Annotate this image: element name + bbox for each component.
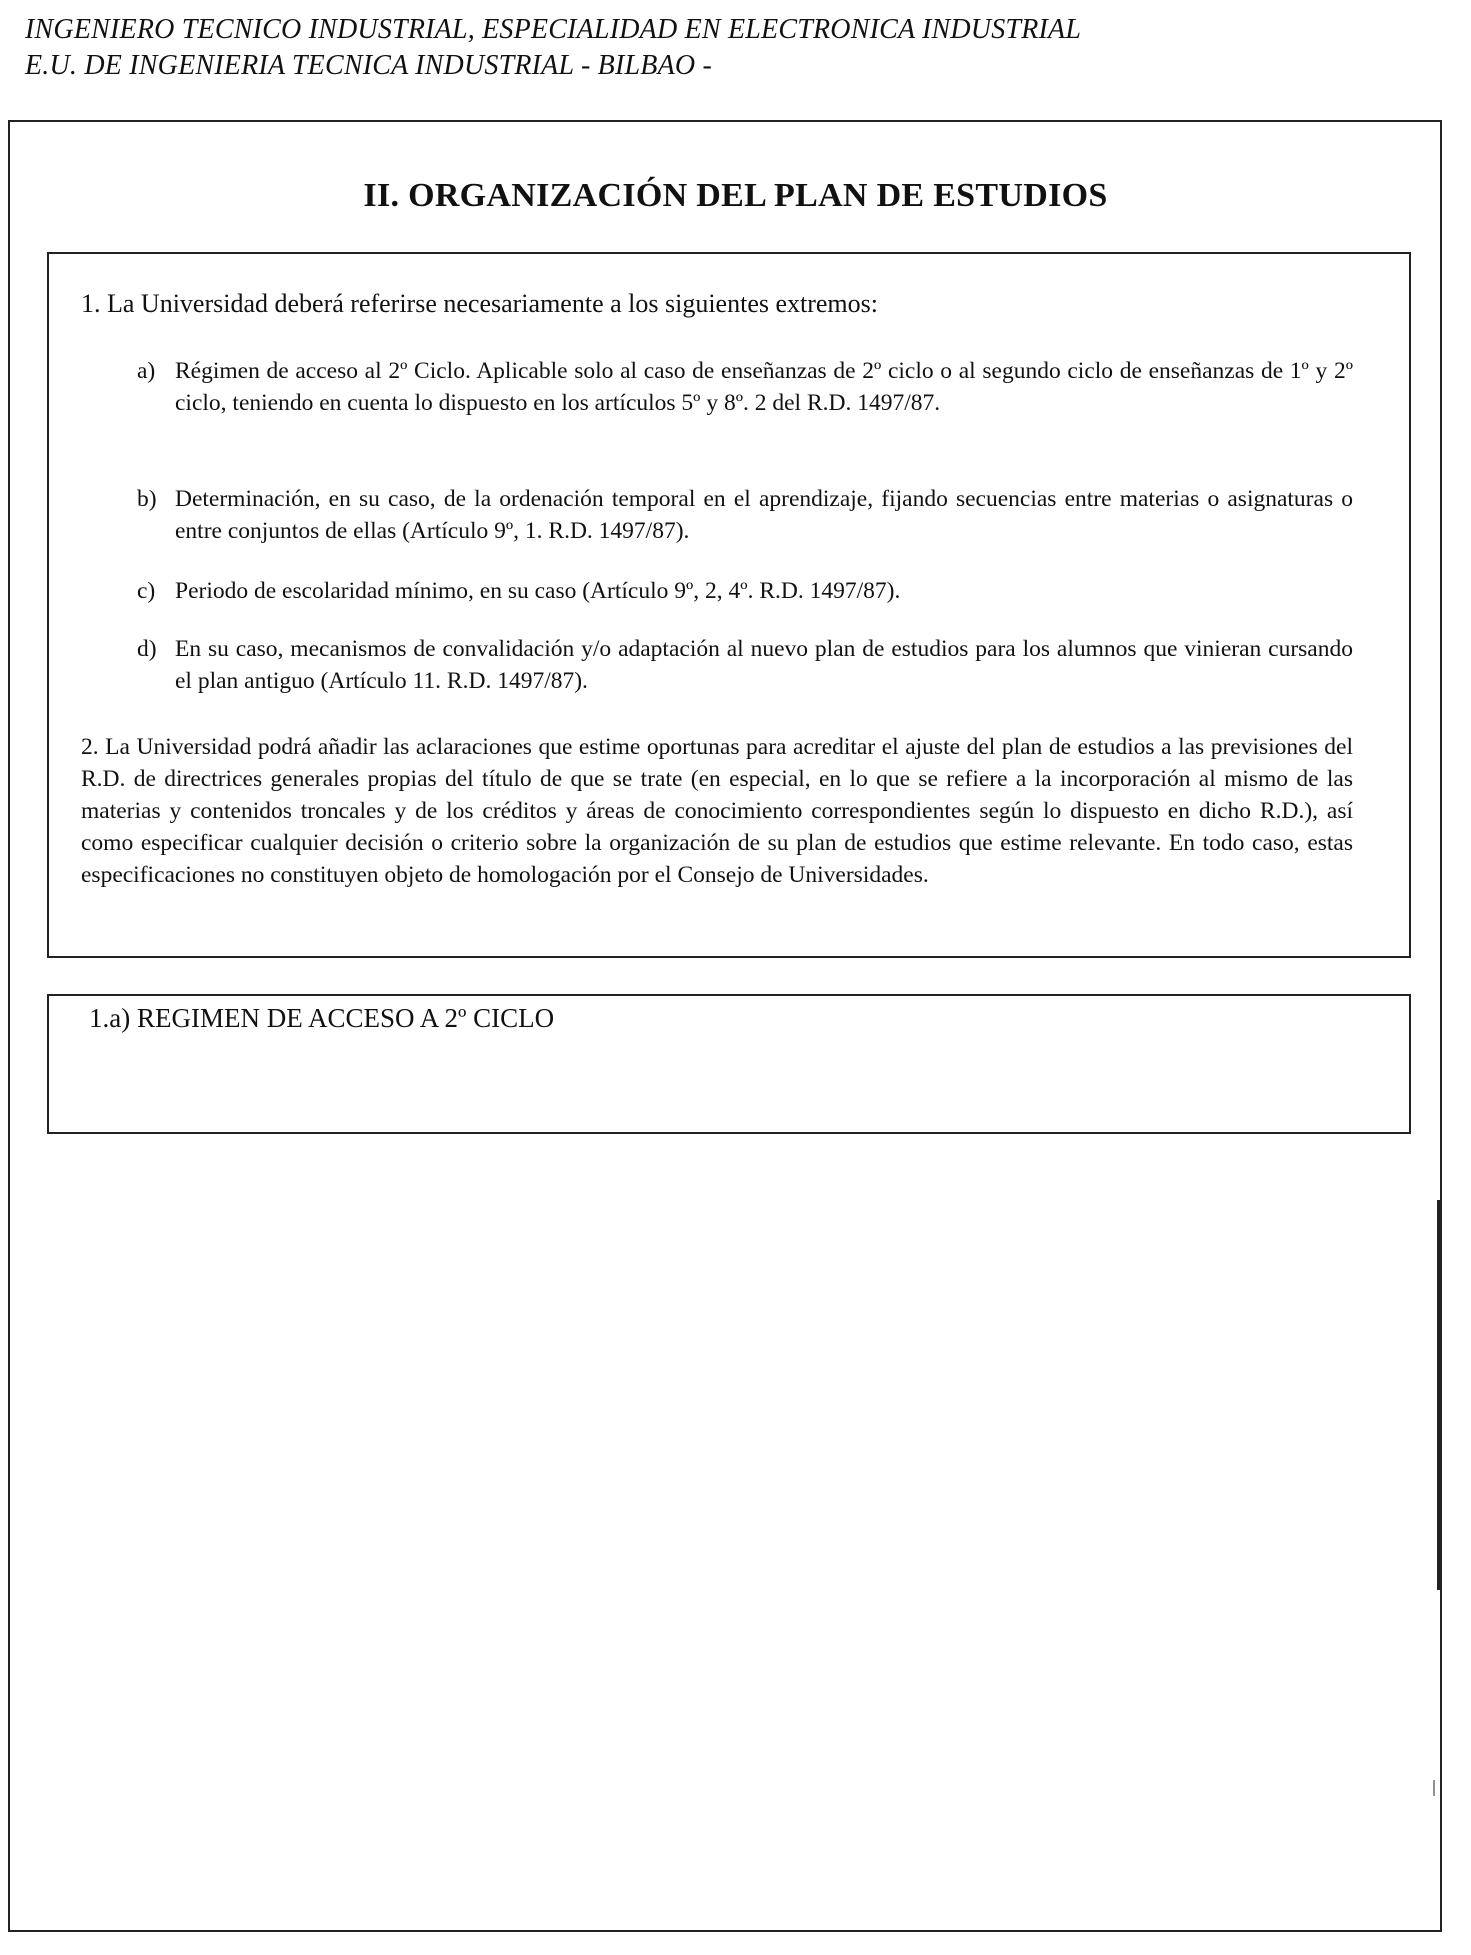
item-a-text: Régimen de acceso al 2º Ciclo. Aplicable solo al caso de enseñanzas de 2º ciclo o al segundo ciclo de enseñanzas de 1º y 2º ciclo, teniendo en cuenta lo dispuesto en los artículos 5º y 8º. 2 del R.D. 1497/87. — [175, 358, 1353, 416]
instruction-point-1: 1. La Universidad deberá referirse necesariamente a los siguientes extremos: — [81, 289, 878, 318]
header-school-name: E.U. DE INGENIERIA TECNICA INDUSTRIAL - BILBAO - — [25, 50, 713, 81]
regimen-heading: 1.a) REGIMEN DE ACCESO A 2º CICLO — [89, 1003, 555, 1033]
item-d-text: En su caso, mecanismos de convalidación y/o adaptación al nuevo plan de estudios para los alumnos que vinieran cursando el plan antiguo (Artículo 11. R.D. 1497/87). — [175, 636, 1353, 694]
instruction-item-a — [137, 355, 1353, 419]
scan-mark-right-bar — [1437, 1200, 1440, 1590]
item-c-text: Periodo de escolaridad mínimo, en su caso (Artículo 9º, 2, 4º. R.D. 1497/87). — [175, 578, 901, 604]
item-b-label: b) — [137, 486, 157, 512]
instruction-item-b — [137, 483, 1353, 547]
document-header — [25, 12, 1081, 84]
item-c-label: c) — [137, 578, 156, 604]
item-b-text: Determinación, en su caso, de la ordenación temporal en el aprendizaje, fijando secuencias entre materias o asignaturas o entre conjuntos de ellas (Artículo 9º, 1. R.D. 1497/87). — [175, 486, 1353, 544]
section-title: II. ORGANIZACIÓN DEL PLAN DE ESTUDIOS — [363, 177, 1108, 214]
instruction-item-d — [137, 633, 1353, 697]
instruction-item-c — [137, 575, 1353, 607]
header-degree-title: INGENIERO TECNICO INDUSTRIAL, ESPECIALIDAD EN ELECTRONICA INDUSTRIAL — [25, 14, 1082, 45]
scan-mark-right-dots — [1433, 1780, 1435, 1796]
item-a-label: a) — [137, 358, 156, 384]
scan-mark-left-tick — [8, 1100, 10, 1108]
item-d-label: d) — [137, 636, 157, 662]
instruction-point-2: 2. La Universidad podrá añadir las aclaraciones que estime oportunas para acreditar el ajuste del plan de estudios a las previsiones del R.D. de directrices generales propias del título de que se trate (en especial, en lo que se refiere a la incorporación al mismo de las materias y contenidos troncales y de los créditos y áreas de conocimiento correspondientes según lo dispuesto en dicho R.D.), así como especificar cualquier decisión o criterio sobre la organización de su plan de estudios que estime relevante. En todo caso, estas especificaciones no constituyen objeto de homologación por el Consejo de Universidades. — [81, 734, 1353, 888]
